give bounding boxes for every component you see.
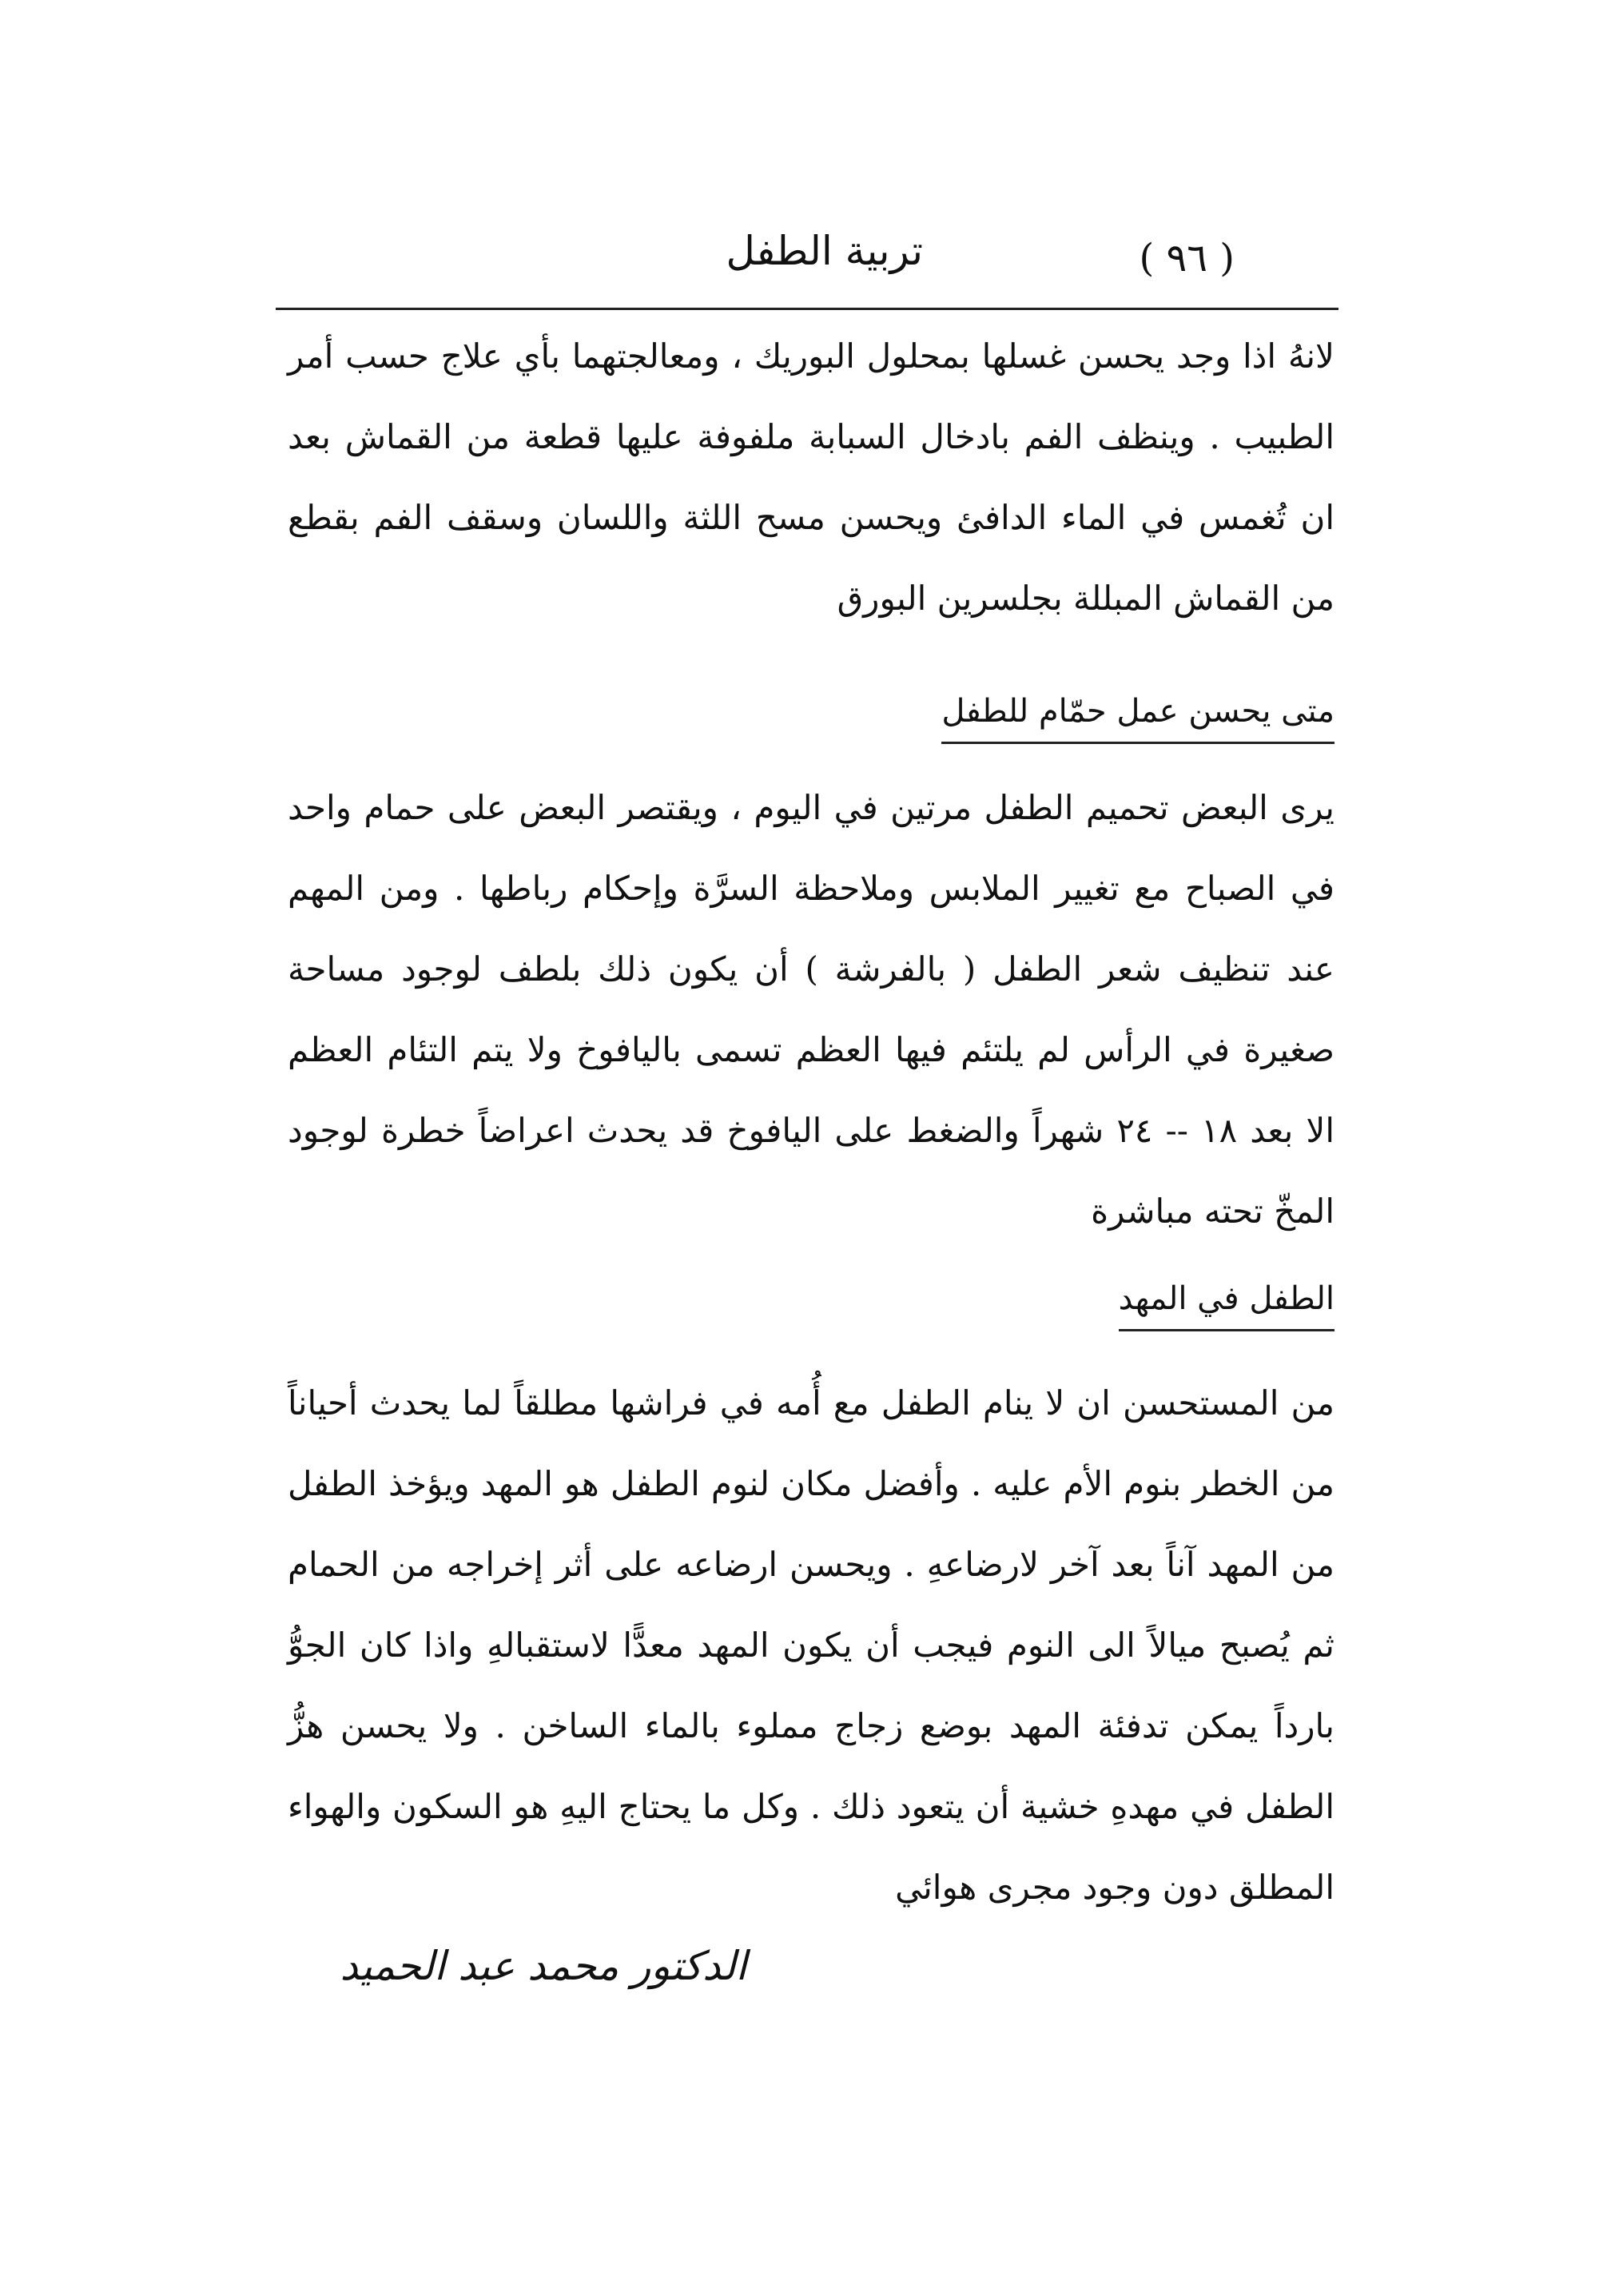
paragraph-bath-text: يرى البعض تحميم الطفل مرتين في اليوم ، ويقتصر البعض على حمام واحد في الصباح مع تغيير الملابس وملاحظة السرَّة وإحكام رباطها . ومن المهم عند تنظيف شعر الطفل ( بالفرشة ) أن يكون ذلك بلطف لوجود مساحة صغيرة في الرأس لم يلتئم فيها العظم تسمى باليافوخ ولا يتم التئام العظم الا بعد ١٨ -- ٢٤ شهراً والضغط على اليافوخ قد يحدث اعراضاً خطرة لوجود المخّ تحته مباشرة — [288, 788, 1335, 1231]
subheading-cradle: الطفل في المهد — [1119, 1275, 1335, 1331]
paragraph-bath — [288, 767, 1335, 1251]
header-rule — [276, 308, 1338, 310]
paragraph-cradle — [288, 1363, 1335, 1928]
paragraph-intro-text: لانهُ اذا وجد يحسن غسلها بمحلول البوريك ، ومعالجتهما بأي علاج حسب أمر الطبيب . وينظف الفم بادخال السبابة ملفوفة عليها قطعة من القماش بعد ان تُغمس في الماء الدافئ ويحسن مسح اللثة واللسان وسقف الفم بقطع من القماش المبللة بجلسرين البورق — [288, 336, 1335, 618]
book-title: تربية الطفل — [726, 228, 923, 274]
page-number: ( ٩٦ ) — [1139, 236, 1235, 281]
subheading-bath: متى يحسن عمل حمّام للطفل — [941, 687, 1335, 744]
author-signature: الدكتور محمد عبد الحميد — [340, 1943, 747, 1989]
running-head — [276, 228, 1338, 292]
paragraph-intro — [288, 316, 1335, 639]
paragraph-cradle-text: من المستحسن ان لا ينام الطفل مع أُمه في فراشها مطلقاً لما يحدث أحياناً من الخطر بنوم الأم عليه . وأفضل مكان لنوم الطفل هو المهد ويؤخذ الطفل من المهد آناً بعد آخر لارضاعهِ . ويحسن ارضاعه على أثر إخراجه من الحمام ثم يُصبح ميالاً الى النوم فيجب أن يكون المهد معدًّا لاستقبالهِ واذا كان الجوُّ بارداً يمكن تدفئة المهد بوضع زجاج مملوء بالماء الساخن . ولا يحسن هزُّ الطفل في مهدهِ خشية أن يتعود ذلك . وكل ما يحتاج اليهِ هو السكون والهواء المطلق دون وجود مجرى هوائي — [288, 1383, 1335, 1907]
